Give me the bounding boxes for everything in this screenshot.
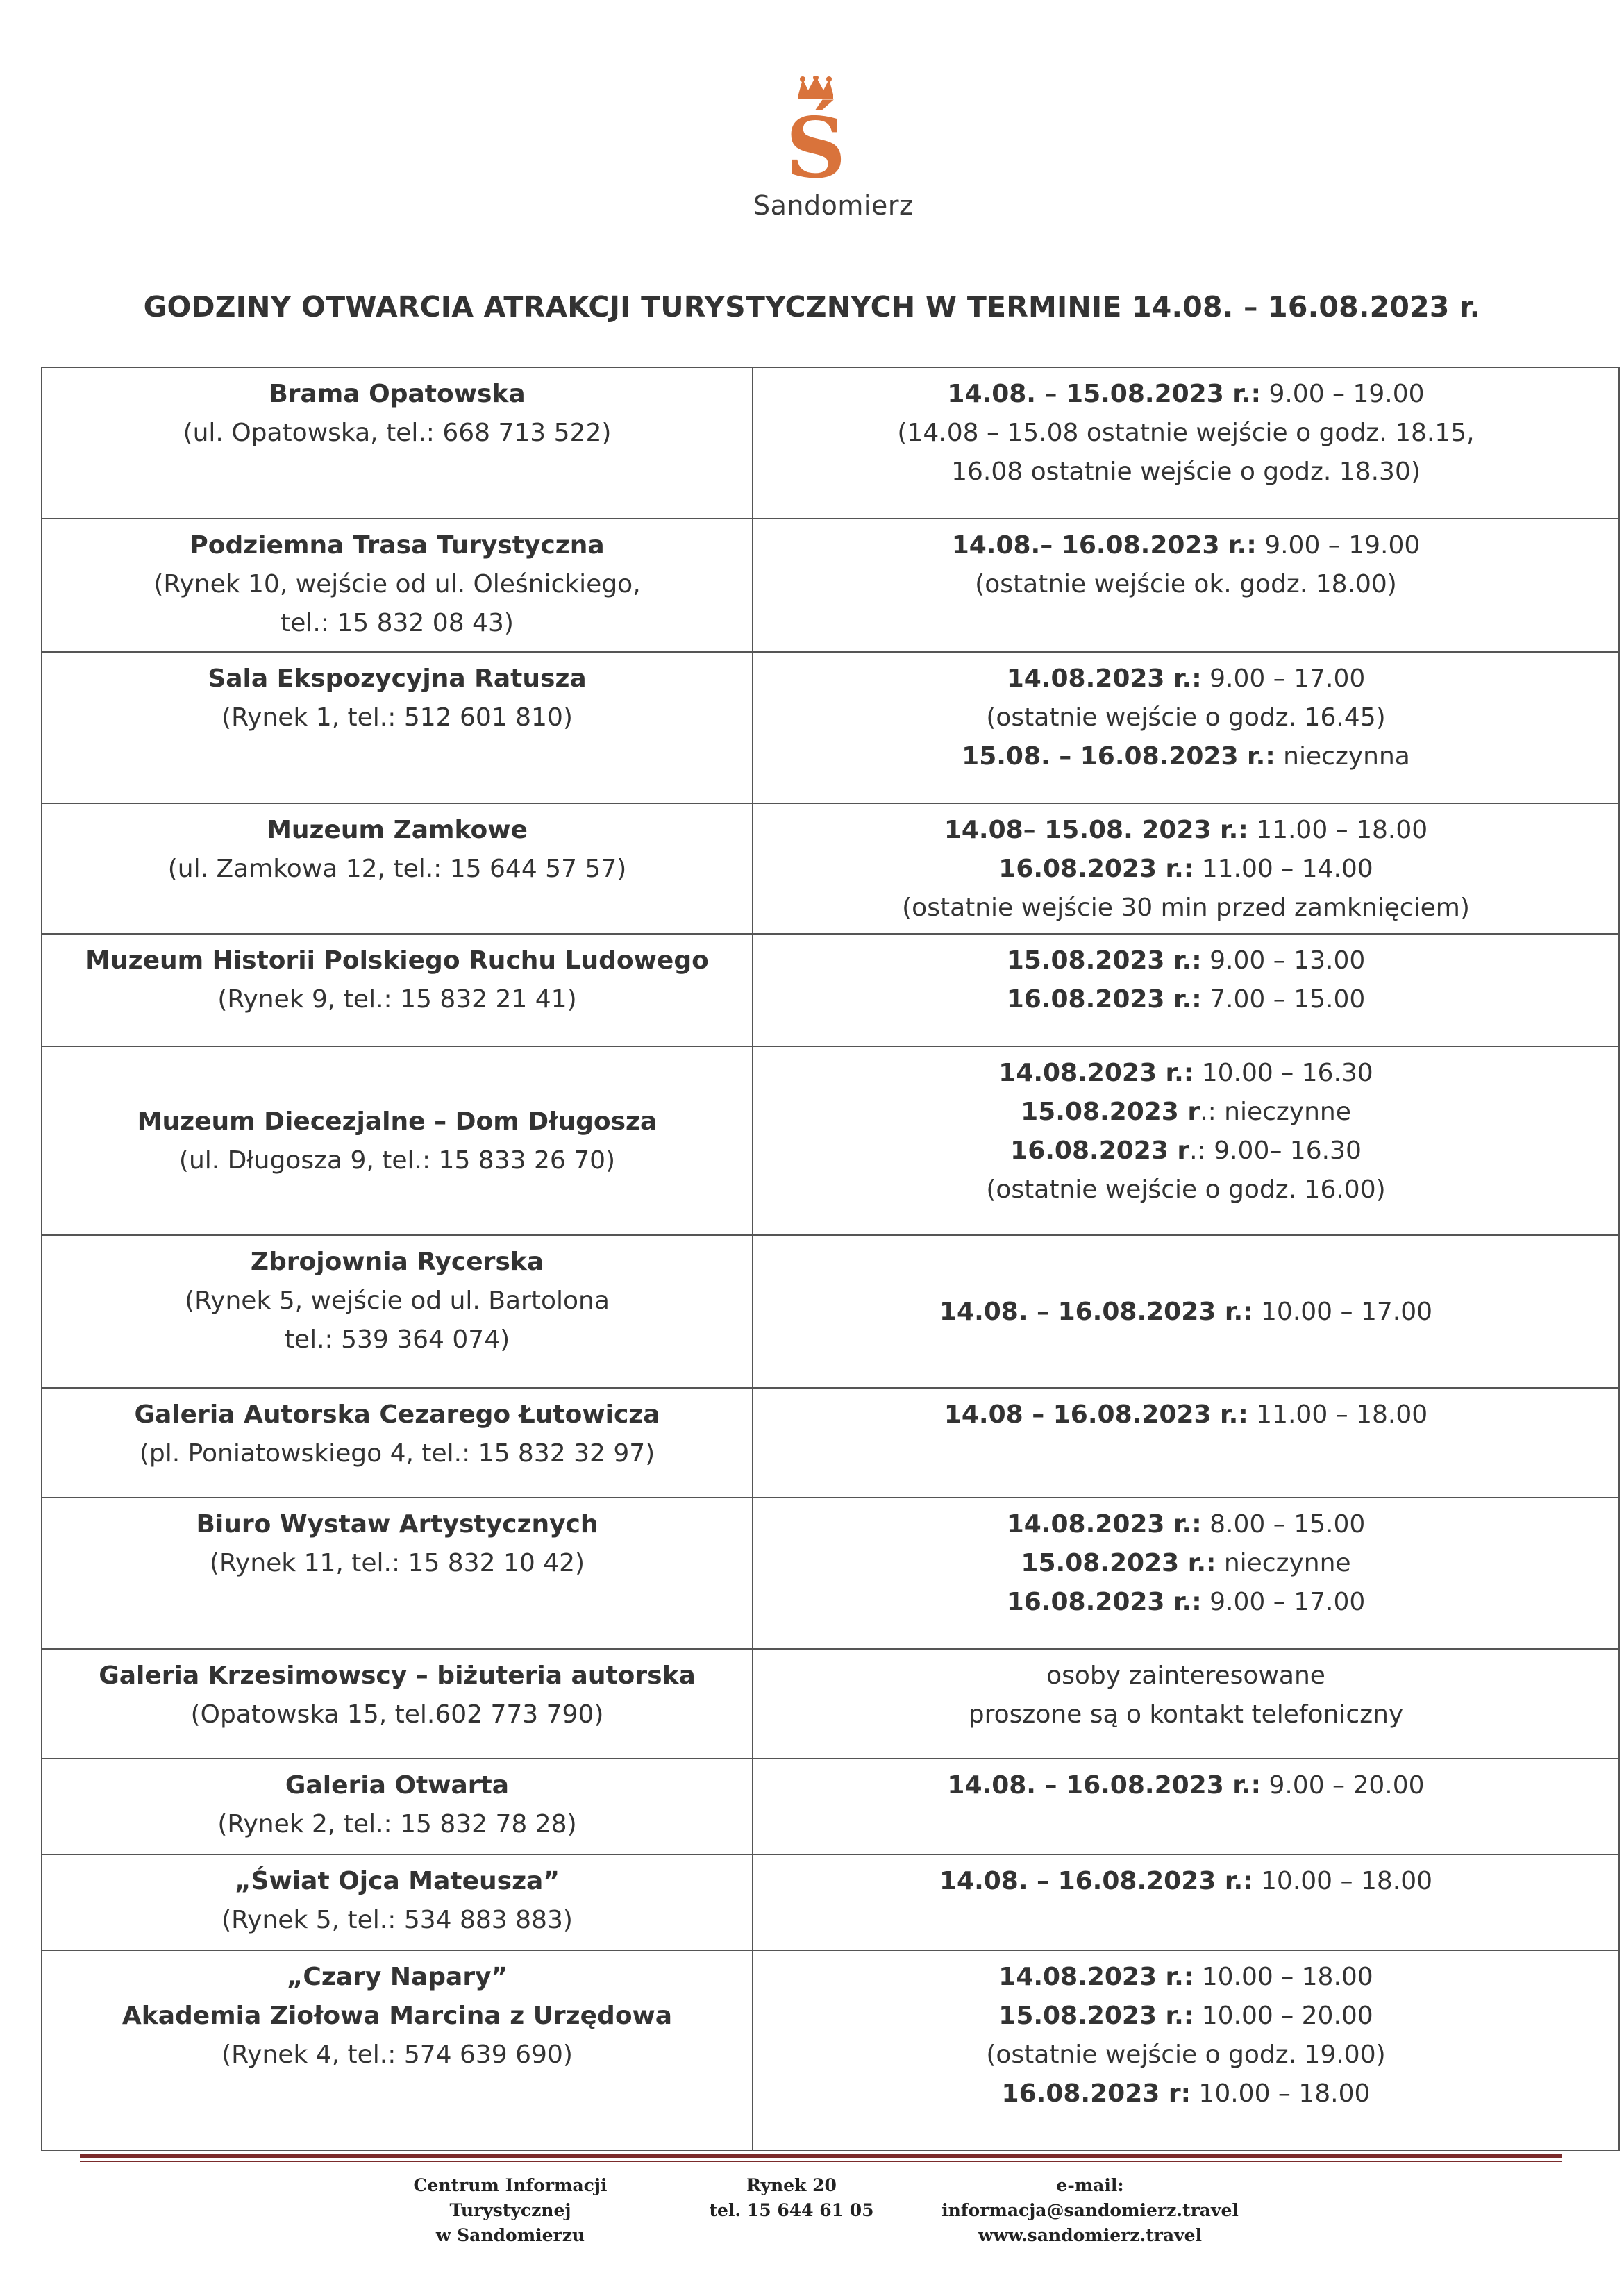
attraction-address: (Opatowska 15, tel.602 773 790) bbox=[190, 1700, 604, 1729]
hours-line bbox=[763, 737, 1609, 776]
hours-line bbox=[763, 811, 1609, 850]
attraction-row bbox=[42, 367, 1619, 519]
hours-text: 10.00 – 18.00 bbox=[1190, 2079, 1371, 2108]
attraction-row bbox=[42, 652, 1619, 803]
hours-line bbox=[763, 1171, 1609, 1209]
attraction-address: (Rynek 2, tel.: 15 832 78 28) bbox=[217, 1810, 577, 1838]
attraction-name: Muzeum Diecezjalne – Dom Długosza bbox=[137, 1107, 658, 1136]
hours-line bbox=[763, 2075, 1609, 2113]
date-range: 14.08 – 16.08.2023 r.: bbox=[944, 1400, 1248, 1429]
hours-text: (14.08 – 15.08 ostatnie wejście o godz. 18.15, bbox=[897, 419, 1475, 447]
footer-org-line1: Centrum Informacji Turystycznej bbox=[413, 2175, 608, 2220]
attraction-row bbox=[42, 934, 1619, 1046]
attraction-name: Zbrojownia Rycerska bbox=[250, 1248, 544, 1276]
hours-text: 9.00 – 20.00 bbox=[1261, 1771, 1425, 1800]
date-range: 14.08.2023 r.: bbox=[1006, 664, 1202, 693]
hours-cell bbox=[753, 934, 1619, 1046]
attraction-name: Galeria Otwarta bbox=[285, 1771, 510, 1800]
opening-hours-table bbox=[41, 367, 1620, 2151]
hours-line bbox=[763, 1583, 1609, 1622]
attraction-cell bbox=[42, 1649, 753, 1759]
attraction-cell bbox=[42, 1950, 753, 2150]
attraction-address: (Rynek 5, tel.: 534 883 883) bbox=[221, 1906, 573, 1934]
hours-text: 11.00 – 14.00 bbox=[1194, 855, 1373, 883]
date-range: 14.08.– 16.08.2023 r.: bbox=[951, 531, 1257, 560]
hours-line bbox=[763, 453, 1609, 492]
hours-text: osoby zainteresowane bbox=[1046, 1661, 1325, 1690]
hours-line bbox=[763, 660, 1609, 698]
hours-line bbox=[763, 1997, 1609, 2036]
hours-line bbox=[763, 414, 1609, 453]
page-title: GODZINY OTWARCIA ATRAKCJI TURYSTYCZNYCH W TERMINIE 14.08. – 16.08.2023 r. bbox=[143, 290, 1481, 324]
hours-line bbox=[763, 526, 1609, 565]
hours-cell bbox=[753, 1235, 1619, 1388]
hours-line bbox=[763, 1396, 1609, 1434]
hours-cell bbox=[753, 1046, 1619, 1235]
attraction-name: Galeria Krzesimowscy – biżuteria autorska bbox=[99, 1661, 696, 1690]
hours-text: 9.00 – 19.00 bbox=[1256, 531, 1421, 560]
hours-line bbox=[763, 1132, 1609, 1171]
date-range: 16.08.2023 r.: bbox=[1006, 985, 1202, 1014]
hours-line bbox=[763, 980, 1609, 1019]
attraction-cell bbox=[42, 519, 753, 652]
date-range: 14.08.2023 r.: bbox=[998, 1059, 1194, 1087]
footer-address bbox=[701, 2173, 882, 2223]
date-range: 14.08– 15.08. 2023 r.: bbox=[944, 816, 1248, 844]
attraction-cell bbox=[42, 1388, 753, 1498]
attraction-address: (ul. Opatowska, tel.: 668 713 522) bbox=[183, 419, 612, 447]
date-range: 14.08. – 16.08.2023 r.: bbox=[939, 1298, 1253, 1326]
hours-cell bbox=[753, 367, 1619, 519]
attraction-address: (Rynek 11, tel.: 15 832 10 42) bbox=[209, 1549, 585, 1577]
footer-contact bbox=[910, 2173, 1271, 2248]
attraction-address: tel.: 15 832 08 43) bbox=[281, 609, 514, 637]
hours-line bbox=[763, 1958, 1609, 1997]
attraction-address: (Rynek 5, wejście od ul. Bartolona bbox=[185, 1287, 610, 1315]
attraction-name: Muzeum Zamkowe bbox=[267, 816, 528, 844]
attraction-name: Biuro Wystaw Artystycznych bbox=[196, 1510, 598, 1539]
hours-text: 10.00 – 18.00 bbox=[1253, 1867, 1433, 1895]
hours-cell bbox=[753, 1388, 1619, 1498]
date-range: 16.08.2023 r bbox=[1010, 1137, 1190, 1165]
date-range: 15.08.2023 r.: bbox=[998, 2002, 1194, 2030]
attraction-row bbox=[42, 1950, 1619, 2150]
footer-address-line1: Rynek 20 bbox=[746, 2175, 837, 2195]
date-range: 15.08.2023 r bbox=[1021, 1098, 1200, 1126]
attraction-cell bbox=[42, 934, 753, 1046]
date-range: 14.08. – 16.08.2023 r.: bbox=[947, 1771, 1262, 1800]
attraction-row bbox=[42, 1388, 1619, 1498]
hours-text: (ostatnie wejście ok. godz. 18.00) bbox=[975, 570, 1397, 598]
hours-text: 9.00 – 17.00 bbox=[1201, 664, 1366, 693]
attraction-name: Galeria Autorska Cezarego Łutowicza bbox=[134, 1400, 660, 1429]
footer-phone: tel. 15 644 61 05 bbox=[709, 2200, 874, 2220]
date-range: 16.08.2023 r.: bbox=[998, 855, 1194, 883]
attraction-cell bbox=[42, 1235, 753, 1388]
attraction-address: (Rynek 9, tel.: 15 832 21 41) bbox=[217, 985, 577, 1014]
hours-line bbox=[763, 1054, 1609, 1093]
hours-text: proszone są o kontakt telefoniczny bbox=[968, 1700, 1404, 1729]
hours-text: 7.00 – 15.00 bbox=[1201, 985, 1366, 1014]
attraction-cell bbox=[42, 1498, 753, 1649]
footer-organization bbox=[361, 2173, 660, 2248]
hours-text: 9.00 – 19.00 bbox=[1261, 380, 1425, 408]
attraction-cell bbox=[42, 367, 753, 519]
footer-rule-thin bbox=[80, 2161, 1562, 2162]
attraction-address: (Rynek 4, tel.: 574 639 690) bbox=[221, 2041, 573, 2069]
sandomierz-crown-s-icon bbox=[778, 76, 854, 181]
attraction-row bbox=[42, 519, 1619, 652]
hours-text: 11.00 – 18.00 bbox=[1248, 816, 1428, 844]
brand-logo bbox=[753, 76, 914, 221]
attraction-address: (ul. Zamkowa 12, tel.: 15 644 57 57) bbox=[167, 855, 627, 883]
hours-text: 9.00 – 13.00 bbox=[1201, 946, 1366, 975]
attraction-row bbox=[42, 1759, 1619, 1854]
hours-line bbox=[763, 850, 1609, 889]
hours-cell bbox=[753, 519, 1619, 652]
hours-text: 10.00 – 20.00 bbox=[1194, 2002, 1373, 2030]
date-range: 15.08. – 16.08.2023 r.: bbox=[962, 742, 1275, 771]
hours-text: nieczynna bbox=[1275, 742, 1410, 771]
hours-line bbox=[763, 1657, 1609, 1695]
footer-email: e-mail: informacja@sandomierz.travel bbox=[941, 2175, 1239, 2220]
hours-text: (ostatnie wejście o godz. 16.45) bbox=[986, 703, 1386, 732]
hours-line bbox=[763, 1093, 1609, 1132]
hours-cell bbox=[753, 652, 1619, 803]
attraction-address: (Rynek 10, wejście od ul. Oleśnickiego, bbox=[153, 570, 641, 598]
hours-line bbox=[763, 1862, 1609, 1901]
attraction-row bbox=[42, 1649, 1619, 1759]
hours-text: 10.00 – 18.00 bbox=[1194, 1963, 1373, 1991]
date-range: 14.08.2023 r.: bbox=[1006, 1510, 1202, 1539]
hours-text: 10.00 – 17.00 bbox=[1253, 1298, 1433, 1326]
hours-text: (ostatnie wejście 30 min przed zamknięciem) bbox=[902, 894, 1470, 922]
hours-line bbox=[763, 1695, 1609, 1734]
hours-line bbox=[763, 941, 1609, 980]
attraction-address: (ul. Długosza 9, tel.: 15 833 26 70) bbox=[178, 1146, 616, 1175]
date-range: 16.08.2023 r.: bbox=[1006, 1588, 1202, 1616]
hours-line bbox=[763, 375, 1609, 414]
attraction-row bbox=[42, 1854, 1619, 1950]
date-range: 14.08. – 16.08.2023 r.: bbox=[939, 1867, 1253, 1895]
brand-name: Sandomierz bbox=[753, 190, 914, 221]
attraction-name: Brama Opatowska bbox=[269, 380, 526, 408]
footer bbox=[0, 2173, 1624, 2245]
hours-line bbox=[763, 565, 1609, 604]
hours-cell bbox=[753, 1854, 1619, 1950]
attraction-row bbox=[42, 1235, 1619, 1388]
attraction-address: tel.: 539 364 074) bbox=[284, 1325, 510, 1354]
hours-cell bbox=[753, 1950, 1619, 2150]
hours-cell bbox=[753, 1498, 1619, 1649]
hours-text: 10.00 – 16.30 bbox=[1194, 1059, 1373, 1087]
hours-text: 16.08 ostatnie wejście o godz. 18.30) bbox=[951, 458, 1421, 486]
footer-org-line2: w Sandomierzu bbox=[435, 2225, 585, 2245]
attraction-cell bbox=[42, 803, 753, 934]
hours-text: 8.00 – 15.00 bbox=[1201, 1510, 1366, 1539]
attraction-cell bbox=[42, 1854, 753, 1950]
attraction-address: (Rynek 1, tel.: 512 601 810) bbox=[221, 703, 573, 732]
attraction-name: „Czary Napary” bbox=[286, 1963, 508, 1991]
attraction-name: Akademia Ziołowa Marcina z Urzędowa bbox=[122, 2002, 673, 2030]
hours-line bbox=[763, 2036, 1609, 2075]
logo-letter: Ś bbox=[785, 99, 846, 181]
date-range: 16.08.2023 r: bbox=[1001, 2079, 1191, 2108]
attraction-name: „Świat Ojca Mateusza” bbox=[234, 1867, 560, 1895]
hours-line bbox=[763, 1766, 1609, 1805]
hours-line bbox=[763, 889, 1609, 928]
date-range: 15.08.2023 r.: bbox=[1021, 1549, 1216, 1577]
attraction-name: Sala Ekspozycyjna Ratusza bbox=[208, 664, 587, 693]
hours-line bbox=[763, 698, 1609, 737]
hours-text: nieczynne bbox=[1216, 1549, 1351, 1577]
attraction-address: (pl. Poniatowskiego 4, tel.: 15 832 32 97) bbox=[139, 1439, 655, 1468]
hours-text: (ostatnie wejście o godz. 19.00) bbox=[986, 2041, 1386, 2069]
hours-cell bbox=[753, 803, 1619, 934]
hours-text: .: 9.00– 16.30 bbox=[1189, 1137, 1362, 1165]
hours-line bbox=[763, 1505, 1609, 1544]
date-range: 14.08. – 15.08.2023 r.: bbox=[947, 380, 1262, 408]
hours-cell bbox=[753, 1759, 1619, 1854]
attraction-cell bbox=[42, 1759, 753, 1854]
hours-text: .: nieczynne bbox=[1200, 1098, 1351, 1126]
attraction-row bbox=[42, 1498, 1619, 1649]
attraction-row bbox=[42, 803, 1619, 934]
attraction-row bbox=[42, 1046, 1619, 1235]
hours-line bbox=[763, 1544, 1609, 1583]
footer-rule-thick bbox=[80, 2154, 1562, 2158]
hours-line bbox=[763, 1293, 1609, 1332]
hours-text: 11.00 – 18.00 bbox=[1248, 1400, 1428, 1429]
attraction-cell bbox=[42, 652, 753, 803]
attraction-cell bbox=[42, 1046, 753, 1235]
attraction-name: Podziemna Trasa Turystyczna bbox=[190, 531, 605, 560]
hours-text: 9.00 – 17.00 bbox=[1201, 1588, 1366, 1616]
date-range: 14.08.2023 r.: bbox=[998, 1963, 1194, 1991]
hours-cell bbox=[753, 1649, 1619, 1759]
attraction-name: Muzeum Historii Polskiego Ruchu Ludowego bbox=[85, 946, 709, 975]
hours-text: (ostatnie wejście o godz. 16.00) bbox=[986, 1175, 1386, 1204]
footer-website: www.sandomierz.travel bbox=[978, 2225, 1203, 2245]
date-range: 15.08.2023 r.: bbox=[1006, 946, 1202, 975]
